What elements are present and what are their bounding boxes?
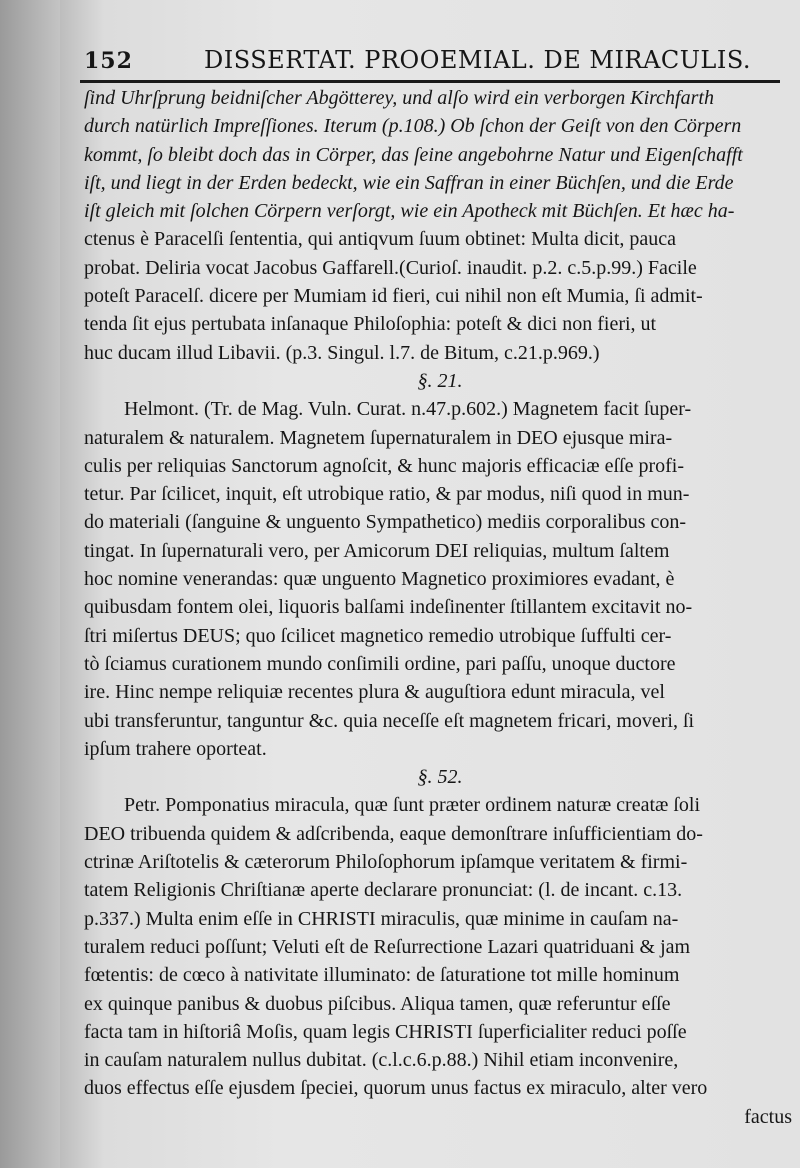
text-line: fœtentis: de cœco à nativitate illuminato: de ſaturatione tot mille hominum xyxy=(84,964,680,987)
text-line: DEO tribuenda quidem & adſcribenda, eaque demonſtrare inſufficientiam do- xyxy=(84,822,703,845)
text-line: ire. Hinc nempe reliquiæ recentes plura & auguſtiora edunt miracula, vel xyxy=(84,681,665,704)
text-line: hoc nomine venerandas: quæ unguento Magnetico proximiores evadant, è xyxy=(84,568,675,591)
text-line: poteſt Paracelſ. dicere per Mumiam id fieri, cui nihil non eſt Mumia, ſi admit- xyxy=(84,285,703,308)
text-line: tingat. In ſupernaturali vero, per Amicorum DEI reliquias, multum ſaltem xyxy=(84,539,670,562)
text-line: ubi transferuntur, tanguntur &c. quia neceſſe eſt magnetem fricari, moveri, ſi xyxy=(84,709,695,732)
text-line: probat. Deliria vocat Jacobus Gaffarell.(Curioſ. inaudit. p.2. c.5.p.99.) Facile xyxy=(84,256,697,279)
catchword: factus xyxy=(744,1105,792,1128)
page-header xyxy=(84,44,784,80)
text-line: in cauſam naturalem nullus dubitat. (c.l.c.6.p.88.) Nihil etiam inconvenire, xyxy=(84,1049,679,1072)
text-line: ex quinque panibus & duobus piſcibus. Aliqua tamen, quæ referuntur eſſe xyxy=(84,992,671,1015)
text-line: turalem reduci poſſunt; Veluti eſt de Reſurrectione Lazari quatriduani & jam xyxy=(84,935,691,958)
body-text xyxy=(84,84,796,1131)
book-gutter-shadow xyxy=(0,0,60,1168)
page-number: 152 xyxy=(84,48,133,74)
text-line: culis per reliquias Sanctorum agnoſcit, & hunc majoris efficaciæ eſſe profi- xyxy=(84,454,684,477)
text-line: p.337.) Multa enim eſſe in CHRISTI miraculis, quæ minime in cauſam na- xyxy=(84,907,679,930)
text-line: tatem Religionis Chriſtianæ aperte declarare pronunciat: (l. de incant. c.13. xyxy=(84,879,683,902)
text-line: Petr. Pomponatius miracula, quæ ſunt præter ordinem naturæ creatæ ſoli xyxy=(124,794,701,817)
text-line: huc ducam illud Libavii. (p.3. Singul. l.7. de Bitum, c.21.p.969.) xyxy=(84,341,600,364)
text-line: tenda ſit ejus pertubata inſanaque Philoſophia: poteſt & dici non fieri, ut xyxy=(84,313,657,336)
header-rule xyxy=(80,80,780,83)
book-page xyxy=(60,0,800,1168)
text-line: iſt, und liegt in der Erden bedeckt, wie ein Saffran in einer Büchſen, und die Erde xyxy=(84,171,734,194)
text-line: ſind Uhrſprung beidniſcher Abgötterey, und alſo wird ein verborgen Kirchfarth xyxy=(84,87,714,109)
text-line: ſtri miſertus DEUS; quo ſcilicet magnetico remedio utrobique ſuffulti cer- xyxy=(84,624,672,647)
text-line: durch natürlich Impreſſiones. Iterum (p.108.) Ob ſchon der Geiſt von den Cörpern xyxy=(84,115,742,138)
text-line: Helmont. (Tr. de Mag. Vuln. Curat. n.47.p.602.) Magnetem facit ſuper- xyxy=(124,398,692,421)
text-line: iſt gleich mit ſolchen Cörpern verſorgt, wie ein Apotheck mit Büchſen. Et hæc ha- xyxy=(84,200,735,223)
section-heading: §. 52. xyxy=(417,766,463,789)
text-line: do materiali (ſanguine & unguento Sympathetico) mediis corporalibus con- xyxy=(84,511,687,534)
text-line: ctenus è Paracelſi ſententia, qui antiqvum ſuum obtinet: Multa dicit, pauca xyxy=(84,228,677,251)
running-title: DISSERTAT. PROOEMIAL. DE MIRACULIS. xyxy=(204,46,752,74)
text-line: kommt, ſo bleibt doch das in Cörper, das ſeine angebohrne Natur und Eigenſchafft xyxy=(84,143,743,166)
text-line: quibusdam fontem olei, liquoris balſami indeſinenter ſtillantem excitavit no- xyxy=(84,596,693,619)
text-line: ctrinæ Ariſtotelis & cæterorum Philoſophorum ipſamque veritatem & firmi- xyxy=(84,851,688,874)
section-heading: §. 21. xyxy=(417,369,463,392)
text-line: tò ſciamus curationem mundo conſimili ordine, pari paſſu, unoque ductore xyxy=(84,652,676,675)
text-line: duos effectus eſſe ejusdem ſpeciei, quorum unus factus ex miraculo, alter vero xyxy=(84,1077,708,1100)
text-line: facta tam in hiſtoriâ Moſis, quam legis CHRISTI ſuperficialiter reduci poſſe xyxy=(84,1020,687,1043)
text-line: tetur. Par ſcilicet, inquit, eſt utrobique ratio, & par modus, niſi quod in mun- xyxy=(84,483,690,506)
text-line: ipſum trahere oporteat. xyxy=(84,737,267,760)
text-line: naturalem & naturalem. Magnetem ſupernaturalem in DEO ejusque mira- xyxy=(84,426,673,449)
